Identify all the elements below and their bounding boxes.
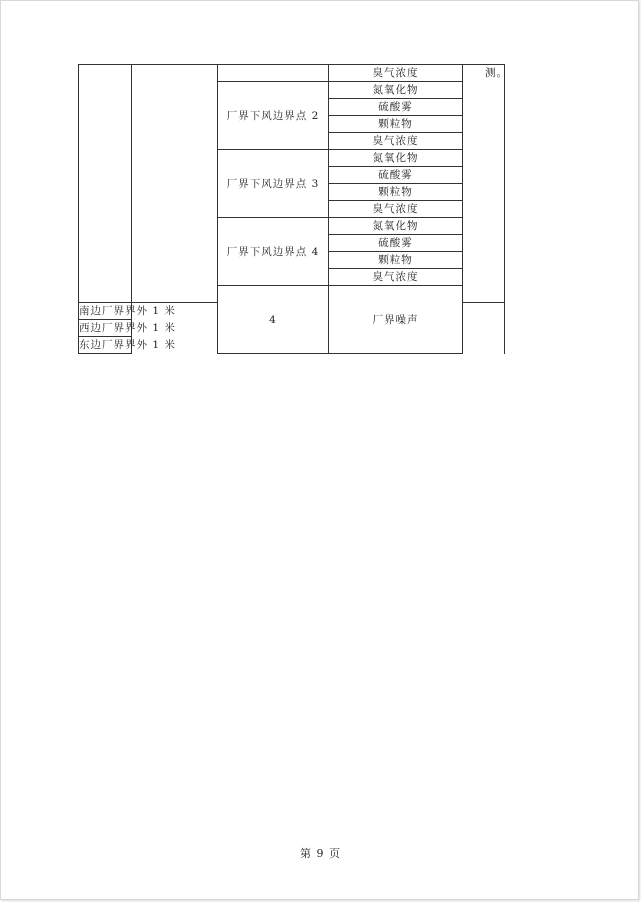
item-cell: 臭气浓度 (329, 201, 463, 218)
location-cell: 南边厂界界外 1 米 (79, 303, 132, 320)
category-cell: 厂界噪声 (329, 286, 463, 354)
location-cell: 西边厂界界外 1 米 (79, 320, 132, 337)
item-cell: 氮氧化物 (329, 150, 463, 167)
point-name-cell: 厂界下风边界点 4 (218, 218, 329, 286)
index-cell-empty (79, 65, 132, 303)
category-cell-empty (132, 65, 218, 303)
item-cell: 硫酸雾 (329, 167, 463, 184)
item-cell: 颗粒物 (329, 184, 463, 201)
item-cell: 硫酸雾 (329, 235, 463, 252)
point-cell-empty (218, 65, 329, 82)
point-name-cell: 厂界下风边界点 3 (218, 150, 329, 218)
item-cell: 氮氧化物 (329, 82, 463, 99)
item-cell: 臭气浓度 (329, 269, 463, 286)
item-cell: 硫酸雾 (329, 99, 463, 116)
note-cell: 测。 (463, 65, 505, 303)
table-row (79, 65, 505, 82)
monitoring-table (78, 64, 508, 354)
index-cell: 4 (218, 286, 329, 354)
item-cell: 氮氧化物 (329, 218, 463, 235)
item-cell: 臭气浓度 (329, 133, 463, 150)
location-cell: 东边厂界界外 1 米 (79, 337, 132, 354)
page-number: 第 9 页 (300, 847, 341, 860)
item-cell: 颗粒物 (329, 116, 463, 133)
point-name-cell: 厂界下风边界点 2 (218, 82, 329, 150)
item-cell: 颗粒物 (329, 252, 463, 269)
item-cell: 臭气浓度 (329, 65, 463, 82)
